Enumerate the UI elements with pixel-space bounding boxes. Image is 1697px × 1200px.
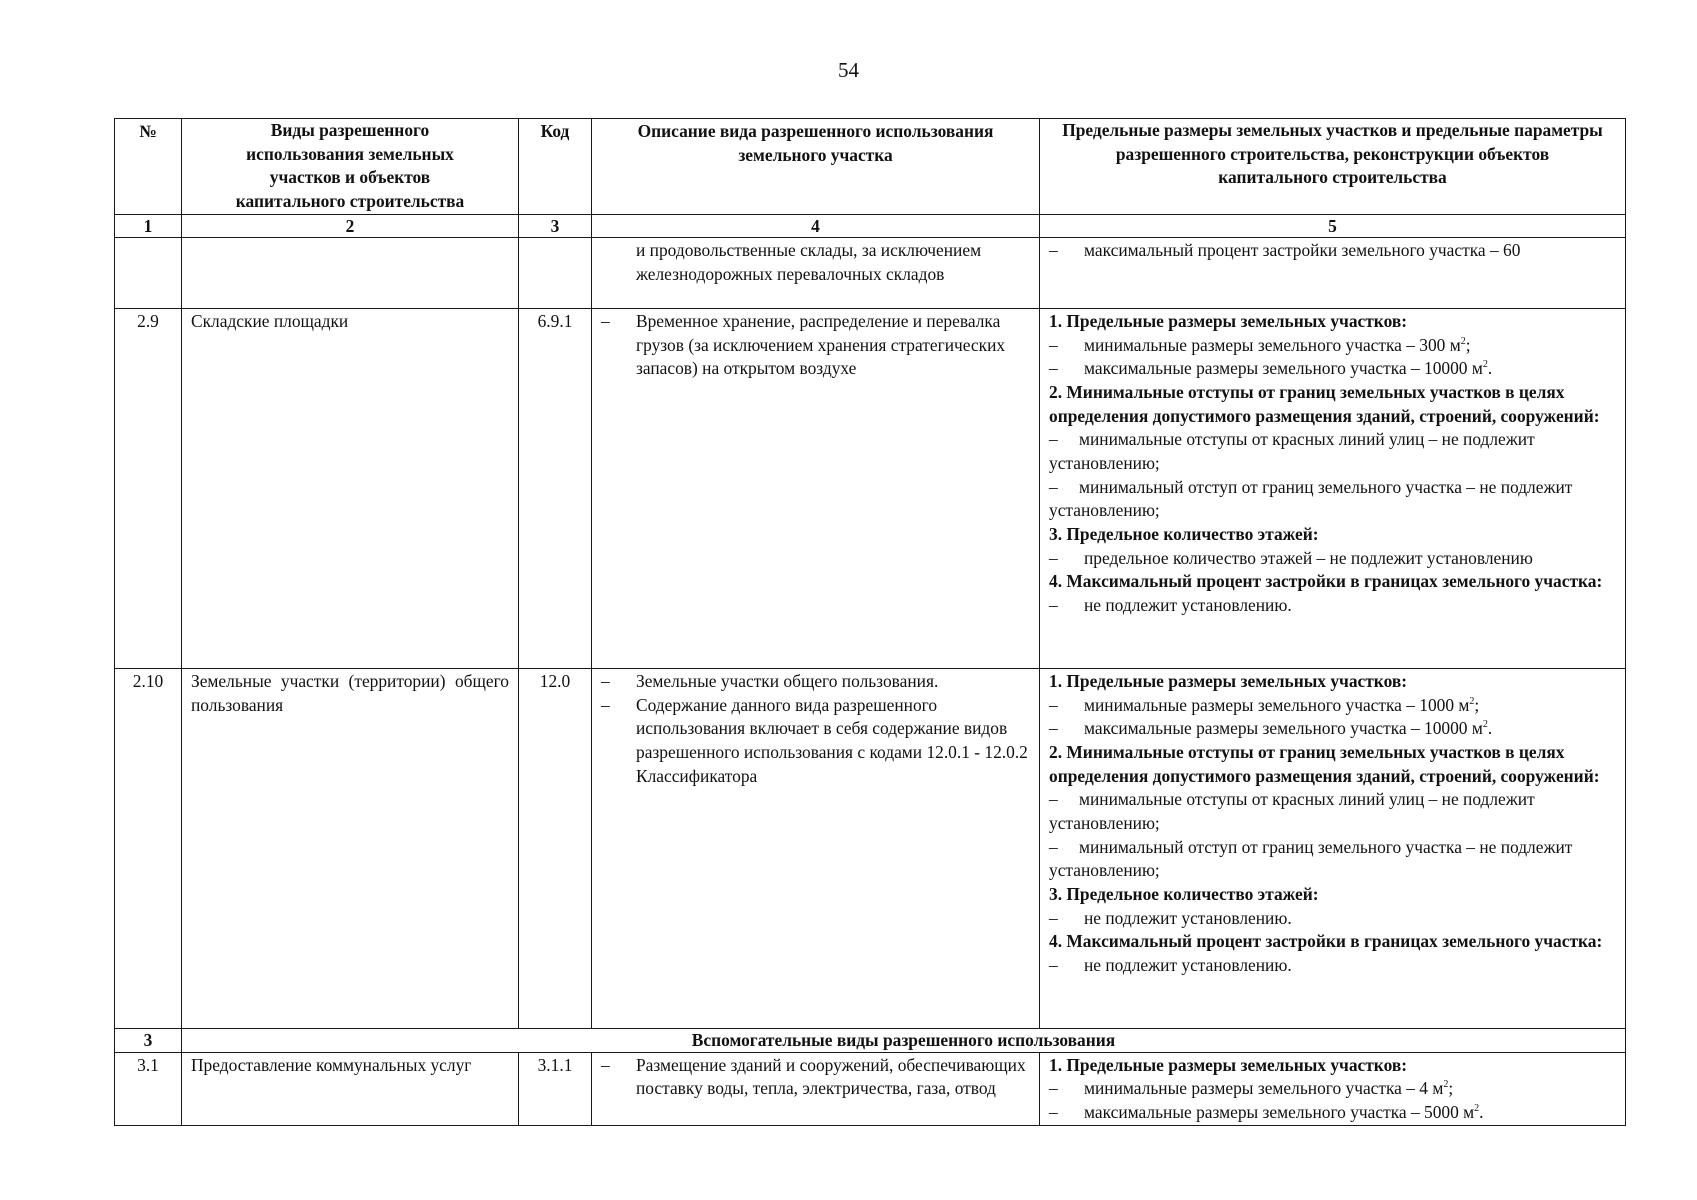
column-number: 4	[592, 215, 1040, 238]
column-number-row	[115, 215, 1626, 238]
parameter-text: максимальный процент застройки земельного участка – 60	[1084, 239, 1521, 260]
description-cell	[592, 237, 1040, 308]
use-type-text: Земельные участки (территории) общего пользования	[191, 670, 509, 715]
description-cell	[592, 668, 1040, 1028]
description-cell	[592, 1052, 1040, 1125]
column-number: 2	[182, 215, 519, 238]
column-number: 3	[519, 215, 592, 238]
page-number: 54	[838, 58, 859, 82]
dash-marker: –	[1049, 789, 1058, 810]
dash-marker: –	[601, 310, 610, 331]
parameters-cell	[1040, 237, 1626, 308]
code-value: 3.1.1	[519, 1052, 592, 1125]
header-number: №	[115, 119, 182, 215]
punctuation: .	[1487, 358, 1493, 379]
column-number: 5	[1040, 215, 1626, 238]
parameter-text: максимальные размеры земельного участка – 10000 м	[1084, 358, 1483, 379]
param-section-title: 4. Максимальный процент застройки в границах земельного участка:	[1049, 931, 1603, 952]
superscript: 2	[1469, 695, 1475, 707]
dash-marker: –	[1049, 334, 1058, 355]
parameter-text: не подлежит установлению.	[1084, 594, 1292, 615]
section-row	[115, 1028, 1626, 1052]
section-title: Вспомогательные виды разрешенного использования	[182, 1028, 1626, 1052]
header-code: Код	[519, 119, 592, 215]
description-text: Временное хранение, распределение и перевалка грузов (за исключением хранения стратегических запасов) на открытом воздухе	[636, 310, 1006, 379]
column-number: 1	[115, 215, 182, 238]
parameter-text: минимальные отступы от красных линий улиц – не подлежит установлению;	[1049, 789, 1535, 833]
parameters-cell	[1040, 668, 1626, 1028]
parameter-text: максимальные размеры земельного участка – 5000 м	[1084, 1101, 1475, 1122]
punctuation: ;	[1465, 334, 1471, 355]
dash-marker: –	[601, 1054, 610, 1075]
row-number-cell	[115, 237, 182, 308]
table-row	[115, 668, 1626, 1028]
parameter-text: минимальный отступ от границ земельного участка – не подлежит установлению;	[1049, 836, 1573, 881]
superscript: 2	[1482, 719, 1488, 731]
land-use-table	[114, 118, 1626, 1126]
superscript: 2	[1474, 1103, 1480, 1115]
punctuation: ;	[1474, 694, 1480, 715]
row-number: 2.9	[115, 308, 182, 668]
header-row	[115, 119, 1626, 215]
dash-marker: –	[1049, 594, 1058, 615]
param-section-title: 1. Предельные размеры земельных участков:	[1049, 310, 1408, 331]
use-type-cell	[182, 237, 519, 308]
row-number: 2.10	[115, 668, 182, 1028]
table-row	[115, 1052, 1626, 1125]
header-parameters: Предельные размеры земельных участков и предельные параметры разрешенного строительства, реконструкции объектов капитального строительства	[1040, 119, 1626, 215]
dash-marker: –	[601, 670, 610, 691]
description-text: и продовольственные склады, за исключением железнодорожных перевалочных складов	[636, 239, 982, 284]
parameters-cell	[1040, 308, 1626, 668]
parameter-text: не подлежит установлению.	[1084, 907, 1292, 928]
punctuation: ;	[1448, 1078, 1454, 1099]
code-value: 12.0	[519, 668, 592, 1028]
parameters-cell	[1040, 1052, 1626, 1125]
dash-marker: –	[1049, 358, 1058, 379]
param-section-title: 2. Минимальные отступы от границ земельных участков в целях определения допустимого размещения зданий, строений, сооружений:	[1049, 741, 1600, 786]
punctuation: .	[1487, 718, 1493, 739]
parameter-text: минимальные размеры земельного участка – 300 м	[1084, 334, 1461, 355]
dash-marker: –	[1049, 907, 1058, 928]
parameter-text: предельное количество этажей – не подлежит установлению	[1084, 547, 1533, 568]
parameter-text: минимальные отступы от красных линий улиц – не подлежит установлению;	[1049, 429, 1535, 473]
dash-marker: –	[1049, 1078, 1058, 1099]
param-section-title: 1. Предельные размеры земельных участков:	[1049, 1054, 1408, 1075]
dash-marker: –	[1049, 476, 1058, 497]
table-row	[115, 237, 1626, 308]
row-number: 3.1	[115, 1052, 182, 1125]
param-section-title: 2. Минимальные отступы от границ земельных участков в целях определения допустимого размещения зданий, строений, сооружений:	[1049, 381, 1600, 426]
parameter-text: минимальные размеры земельного участка – 1000 м	[1084, 694, 1470, 715]
dash-marker: –	[1049, 429, 1058, 450]
parameter-text: максимальные размеры земельного участка – 10000 м	[1084, 718, 1483, 739]
superscript: 2	[1460, 335, 1466, 347]
header-use-types: Виды разрешенного использования земельных участков и объектов капитального строительства	[182, 119, 519, 215]
use-type-name	[182, 1052, 519, 1125]
parameter-text: не подлежит установлению.	[1084, 954, 1292, 975]
dash-marker: –	[1049, 694, 1058, 715]
section-number: 3	[115, 1028, 182, 1052]
use-type-text: Предоставление коммунальных услуг	[191, 1054, 472, 1075]
param-section-title: 3. Предельное количество этажей:	[1049, 883, 1319, 904]
use-type-name: Складские площадки	[182, 308, 519, 668]
param-section-title: 4. Максимальный процент застройки в границах земельного участка:	[1049, 571, 1603, 592]
description-cell	[592, 308, 1040, 668]
description-text: Содержание данного вида разрешенного использования включает в себя содержание видов разрешенного использования с кодами 12.0.1 - 12.0.2 Классификатора	[636, 694, 1028, 786]
parameter-text: минимальный отступ от границ земельного участка – не подлежит установлению;	[1049, 476, 1573, 521]
code-value: 6.9.1	[519, 308, 592, 668]
parameter-text: минимальные размеры земельного участка – 4 м	[1084, 1078, 1444, 1099]
use-type-name	[182, 668, 519, 1028]
dash-marker: –	[1049, 239, 1058, 260]
param-section-title: 1. Предельные размеры земельных участков:	[1049, 670, 1408, 691]
dash-marker: –	[1049, 547, 1058, 568]
description-text: Земельные участки общего пользования.	[636, 670, 939, 691]
punctuation: .	[1479, 1101, 1484, 1122]
description-text: Размещение зданий и сооружений, обеспечивающих поставку воды, тепла, электричества, газа, отвод	[636, 1054, 1026, 1099]
superscript: 2	[1482, 359, 1488, 371]
param-section-title: 3. Предельное количество этажей:	[1049, 523, 1319, 544]
dash-marker: –	[1049, 1101, 1058, 1122]
header-description: Описание вида разрешенного использования земельного участка	[592, 119, 1040, 215]
superscript: 2	[1443, 1079, 1449, 1091]
dash-marker: –	[1049, 836, 1058, 857]
table-row	[115, 308, 1626, 668]
code-cell	[519, 237, 592, 308]
dash-marker: –	[1049, 954, 1058, 975]
dash-marker: –	[1049, 718, 1058, 739]
dash-marker: –	[601, 694, 610, 715]
